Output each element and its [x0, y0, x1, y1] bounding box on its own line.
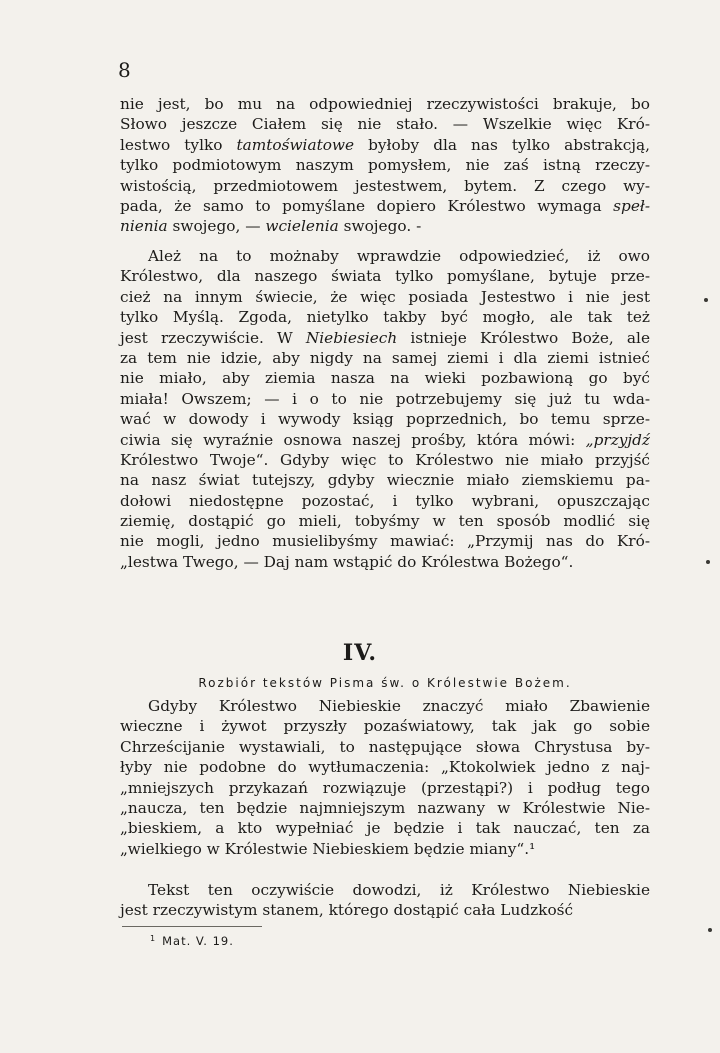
margin-speck: [706, 560, 710, 564]
text-line: [120, 135, 650, 155]
italic-run: „przyjdź: [585, 430, 650, 449]
text-line: tylko podmiotowym naszym pomysłem, nie zaś istną rzeczy-: [120, 156, 650, 175]
text-line: na nasz świat tutejszy, gdyby wiecznie miało ziemskiemu pa-: [120, 471, 650, 490]
footnote-marker: 1: [150, 934, 157, 943]
text-line: miała! Owszem; — i o to nie potrzebujemy się już tu wda-: [120, 389, 650, 408]
text-run: lestwo tylko: [120, 135, 237, 154]
footnote-text: Mat. V. 19.: [162, 934, 234, 948]
text-line: Królestwo, dla naszego świata tylko pomyślane, bytuje prze-: [120, 267, 650, 286]
text-run: istnieje Królestwo Boże, ale: [397, 328, 650, 347]
text-line: „lestwa Twego, — Daj nam wstąpić do Królestwa Bożego“.: [120, 552, 574, 571]
text-line: jest rzeczywistym stanem, którego dostąpić cała Ludzkość: [120, 901, 574, 920]
text-run: byłoby dla nas tylko abstrakcją,: [354, 135, 650, 154]
text-line: „naucza, ten będzie najmniejszym nazwany w Królestwie Nie-: [120, 798, 650, 817]
text-line: „bieskiem, a kto wypełniać je będzie i tak nauczać, ten za: [120, 819, 650, 838]
text-line: łyby nie podobne do wytłumaczenia: „Ktokolwiek jedno z naj-: [120, 758, 650, 777]
footnote-divider: [122, 926, 262, 927]
italic-run: speł-: [613, 196, 650, 215]
text-line: nie miało, aby ziemia nasza na wieki pozbawioną go być: [120, 369, 650, 388]
text-line: [120, 216, 650, 236]
text-line: dołowi niedostępne pozostać, i tylko wybrani, opuszczając: [120, 491, 650, 510]
text-line: wać w dowody i wywody ksiąg poprzednich, bo temu sprze-: [120, 410, 650, 429]
italic-run: nienia: [120, 217, 168, 236]
paragraph-text-proves: [120, 880, 650, 921]
footnote: [150, 934, 234, 948]
text-line: Słowo jeszcze Ciałem się nie stało. — Wszelkie więc Kró-: [120, 115, 650, 134]
text-line: nie jest, bo mu na odpowiedniej rzeczywistości brakuje, bo: [120, 95, 650, 113]
text-line: Gdyby Królestwo Niebieskie znaczyć miało Zbawienie: [148, 697, 650, 715]
text-line: „mniejszych przykazań rozwiązuje (przestąpi?) i podług tego: [120, 778, 650, 797]
text-run: swojego. -: [338, 217, 422, 236]
text-line: cież na innym świecie, że więc posiada Jestestwo i nie jest: [120, 287, 650, 306]
text-line: Królestwo Twoje“. Gdyby więc to Królestwo nie miało przyjść: [120, 450, 650, 469]
text-line: tylko Myślą. Zgoda, nietylko takby być mogło, ale tak też: [120, 308, 650, 327]
text-line: [120, 196, 650, 216]
italic-run: Niebiesiech: [305, 328, 398, 347]
text-line: za tem nie idzie, aby nigdy na samej ziemi i dla ziemi istnieć: [120, 348, 650, 367]
text-line: [120, 328, 650, 348]
paragraph-chapter-opening: [120, 696, 650, 859]
text-line: ziemię, dostąpić go mieli, tobyśmy w ten sposób modlić się: [120, 512, 650, 531]
paragraph-objection: [120, 246, 650, 572]
chapter-subtitle: Rozbiór tekstów Pisma św. o Królestwie Bożem.: [198, 676, 572, 690]
page-number: 8: [118, 58, 131, 82]
italic-run: tamtoświatowe: [236, 135, 355, 154]
text-line: wistością, przedmiotowem jestestwem, bytem. Z czego wy-: [120, 176, 650, 195]
text-line: Chrześcijanie wystawiali, to następujące słowa Chrystusa by-: [120, 737, 650, 756]
text-line: nie mogli, jedno musielibyśmy mawiać: „Przymij nas do Kró-: [120, 532, 650, 551]
text-line: Tekst ten oczywiście dowodzi, iż Królestwo Niebieskie: [148, 881, 650, 899]
paragraph-continued: [120, 94, 650, 237]
text-line: wieczne i żywot przyszły pozaświatowy, tak jak go sobie: [120, 717, 650, 736]
text-run: swojego, —: [167, 217, 266, 236]
text-run: ciwia się wyraźnie osnowa naszej prośby, która mówi:: [120, 430, 586, 449]
chapter-number: IV.: [342, 640, 378, 666]
margin-speck: [708, 928, 712, 932]
text-run: jest rzeczywiście. W: [120, 328, 306, 347]
text-line: [120, 430, 650, 450]
margin-speck: [704, 298, 708, 302]
text-line: „wielkiego w Królestwie Niebieskiem będzie miany“.¹: [120, 839, 536, 858]
text-run: pada, że samo to pomyślane dopiero Królestwo wymaga: [120, 196, 614, 215]
italic-run: wcielenia: [265, 217, 339, 236]
text-line: Ależ na to możnaby wprawdzie odpowiedzieć, iż owo: [148, 247, 650, 265]
